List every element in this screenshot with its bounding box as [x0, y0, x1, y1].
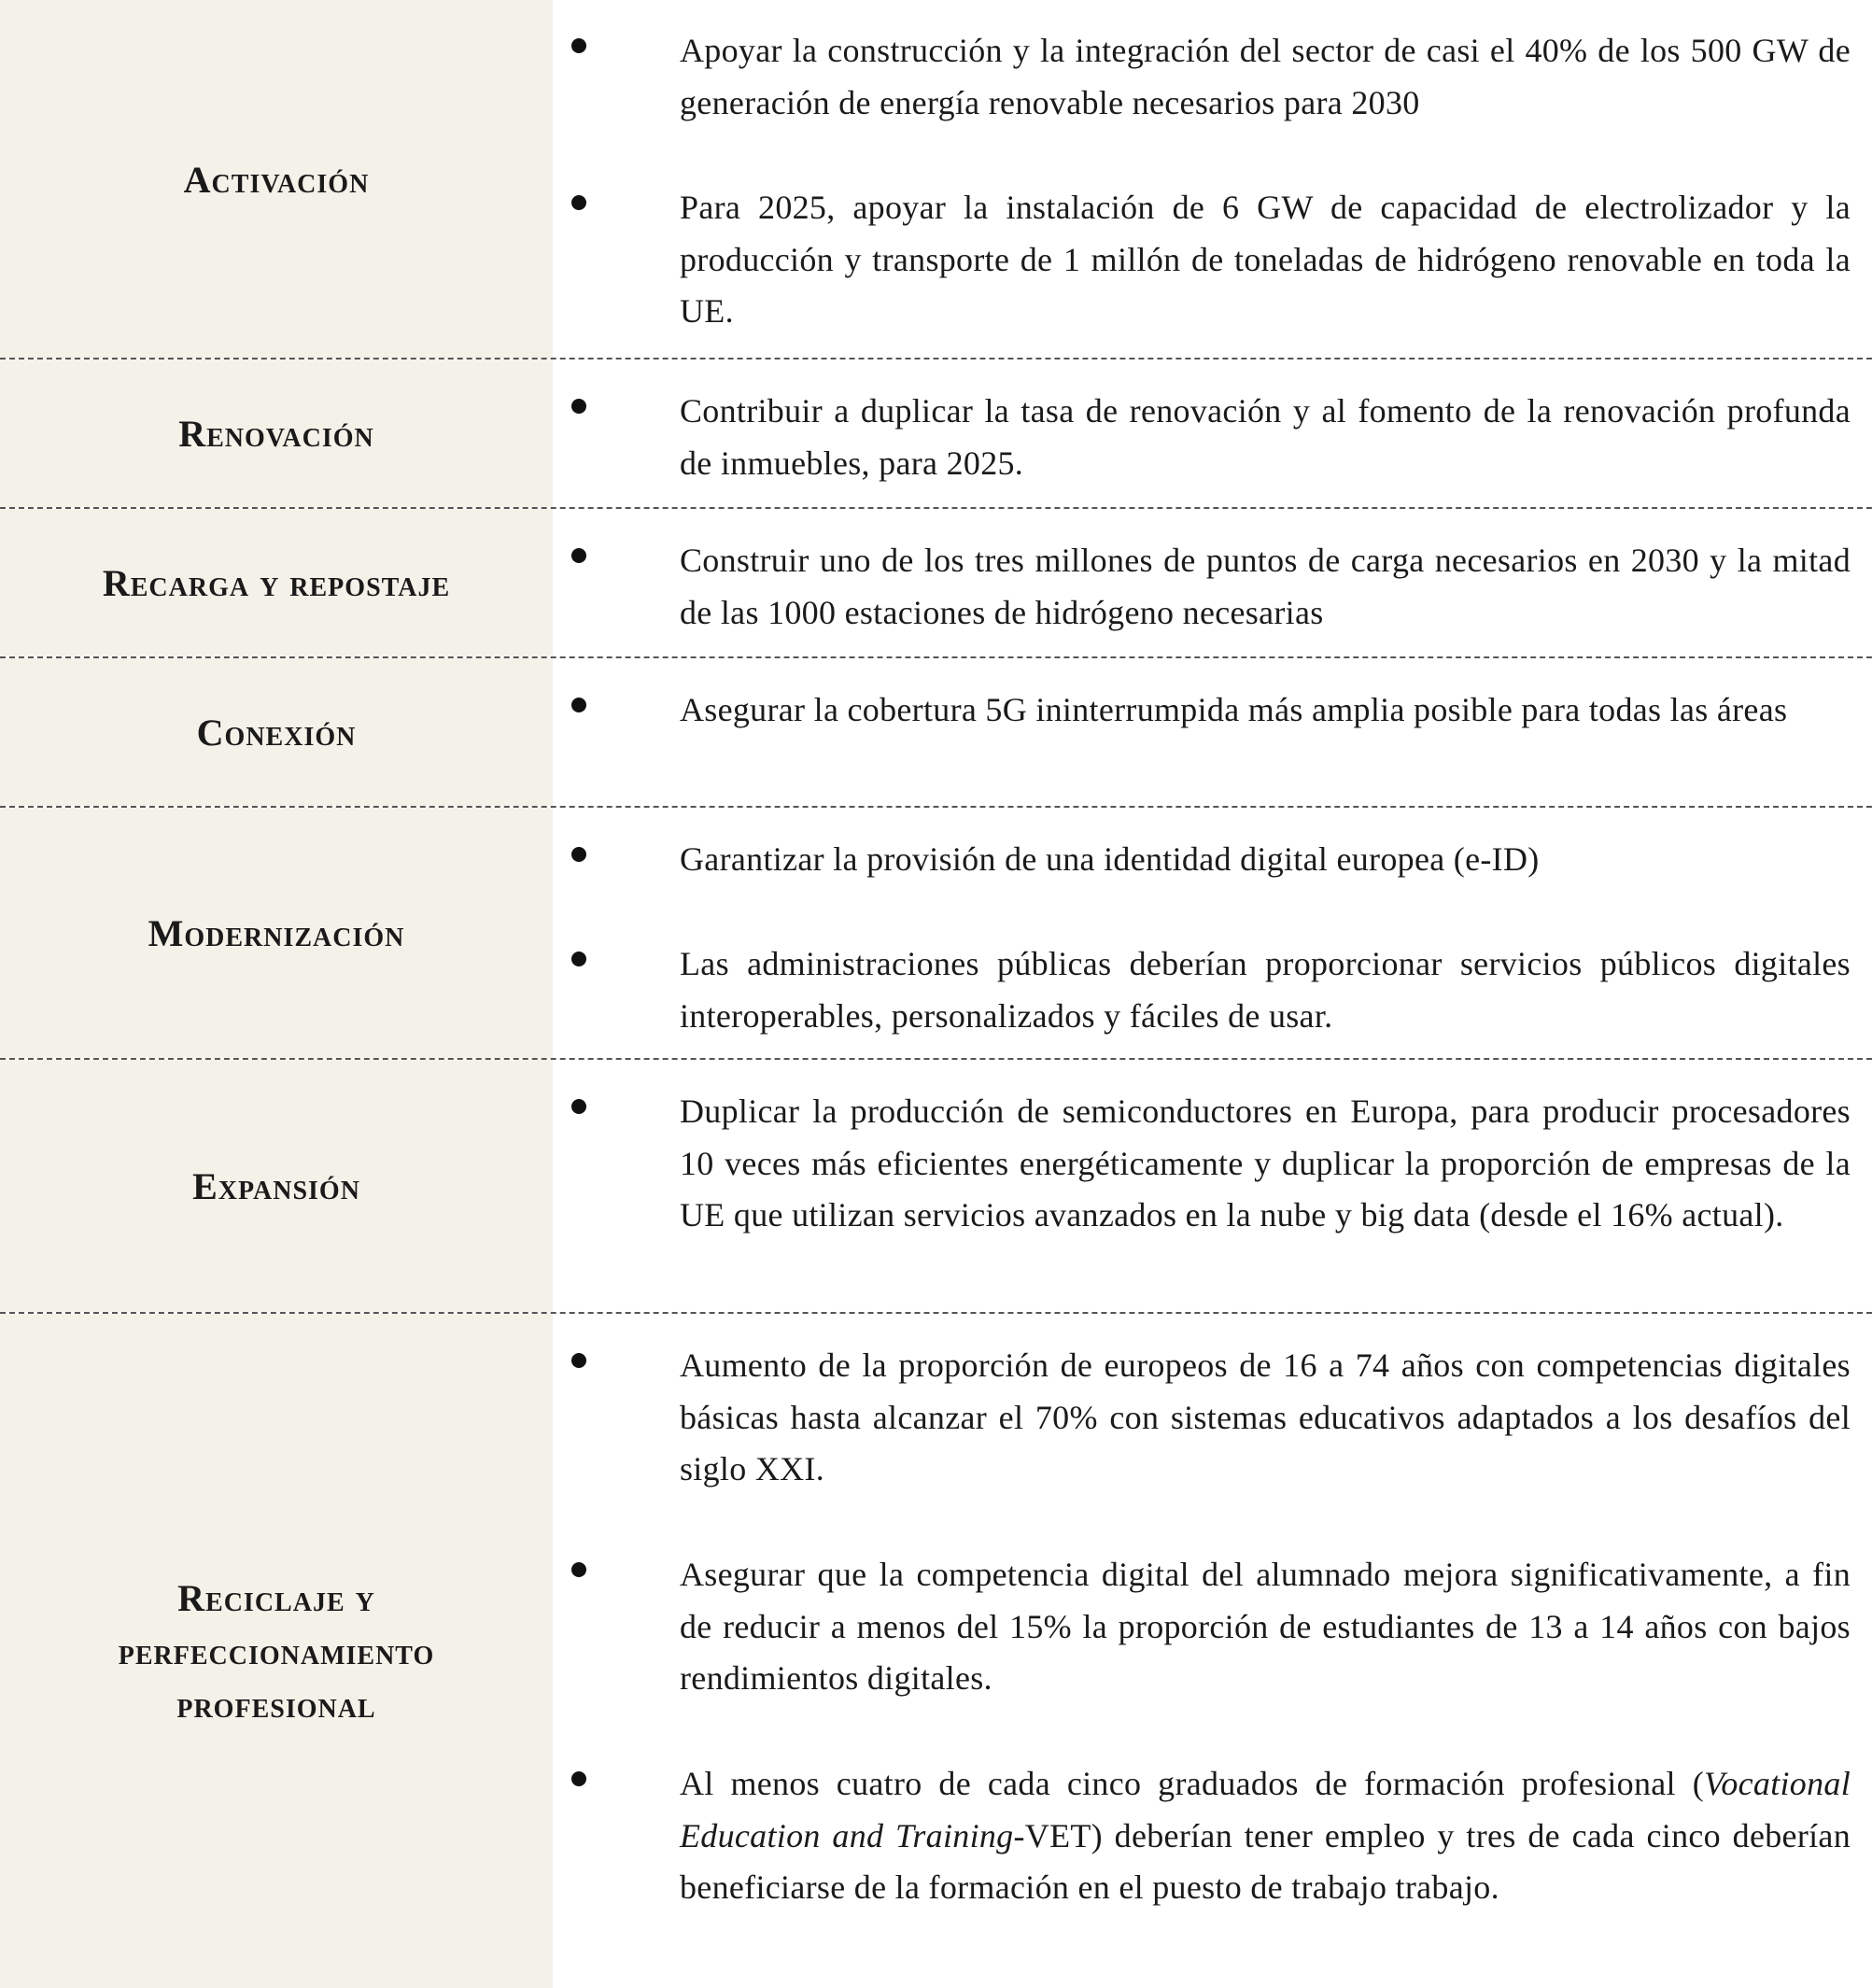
list-item-text: Aumento de la proporción de europeos de 16 a 74 años con competencias digitales básicas hasta alcanzar el 70% con sistemas educativos adaptados a los desafíos del siglo XXI. — [680, 1346, 1851, 1487]
bullet-icon — [571, 1771, 586, 1786]
list-item-text: Contribuir a duplicar la tasa de renovación y al fomento de la renovación profunda de inmuebles, para 2025. — [680, 392, 1851, 482]
row-label — [0, 1060, 553, 1312]
text-segment: -VET) deberían tener empleo y tres de cada cinco deberían beneficiarse de la formación en el puesto de trabajo trabajo. — [680, 1816, 1851, 1906]
row-label-text: Expansión — [192, 1164, 360, 1207]
row-label — [0, 658, 553, 806]
row-label-text: Renovación — [178, 412, 374, 455]
bullet-icon — [571, 952, 586, 966]
list-item-text — [680, 1758, 1851, 1914]
table-row — [0, 1314, 1872, 1988]
list-item-text: Construir uno de los tres millones de puntos de carga necesarios en 2030 y la mitad de las 1000 estaciones de hidrógeno necesarias — [680, 542, 1851, 631]
row-label-line: profesional — [176, 1683, 376, 1726]
bullet-icon — [571, 1353, 586, 1368]
row-label — [0, 0, 553, 359]
table-row — [0, 360, 1872, 507]
row-label-text: Modernización — [148, 911, 405, 954]
list-item-text: Apoyar la construcción y la integración del sector de casi el 40% de los 500 GW de generación de energía renovable necesarios para 2030 — [680, 32, 1851, 121]
list-item-text: Asegurar la cobertura 5G ininterrumpida más amplia posible para todas las áreas — [680, 691, 1788, 728]
list-item-text: Las administraciones públicas deberían proporcionar servicios públicos digitales interoperables, personalizados y fáciles de usar. — [680, 945, 1851, 1035]
row-label — [0, 509, 553, 656]
table-row — [0, 0, 1872, 359]
bullet-icon — [571, 399, 586, 414]
table-row — [0, 808, 1872, 1058]
bullet-icon — [571, 1099, 586, 1114]
row-label-line: perfeccionamiento — [118, 1629, 435, 1672]
list-item-text: Garantizar la provisión de una identidad digital europea (e-ID) — [680, 840, 1540, 878]
bullet-icon — [571, 847, 586, 862]
list-item-text: Duplicar la producción de semiconductores en Europa, para producir procesadores 10 veces más eficientes energéticamente y duplicar la proporción de empresas de la UE que utilizan servicios avanzados en la nube y big data (desde el 16% actual). — [680, 1093, 1851, 1234]
row-label-text: Activación — [183, 158, 370, 201]
list-item-text: Para 2025, apoyar la instalación de 6 GW de capacidad de electrolizador y la producción y transporte de 1 millón de toneladas de hidrógeno renovable en toda la UE. — [680, 189, 1851, 330]
table-row — [0, 658, 1872, 806]
table-row — [0, 1060, 1872, 1312]
row-label-text: Recarga y repostaje — [102, 561, 451, 604]
bullet-icon — [571, 195, 586, 210]
row-label-text: Conexión — [196, 711, 357, 754]
list-item-text: Asegurar que la competencia digital del alumnado mejora significativamente, a fin de reducir a menos del 15% la proporción de estudiantes de 13 a 14 años con bajos rendimientos digitales. — [680, 1556, 1851, 1697]
row-label — [0, 360, 553, 507]
bullet-icon — [571, 698, 586, 712]
italic-term: Vocational Education and Training — [680, 1765, 1851, 1854]
row-label — [0, 808, 553, 1058]
bullet-icon — [571, 38, 586, 53]
text-segment: Al menos cuatro de cada cinco graduados de formación profesional ( — [680, 1765, 1705, 1802]
bullet-icon — [571, 1562, 586, 1577]
table-row — [0, 509, 1872, 656]
bullet-icon — [571, 548, 586, 563]
row-label — [0, 1314, 553, 1988]
row-label-line: Reciclaje y — [177, 1576, 375, 1619]
